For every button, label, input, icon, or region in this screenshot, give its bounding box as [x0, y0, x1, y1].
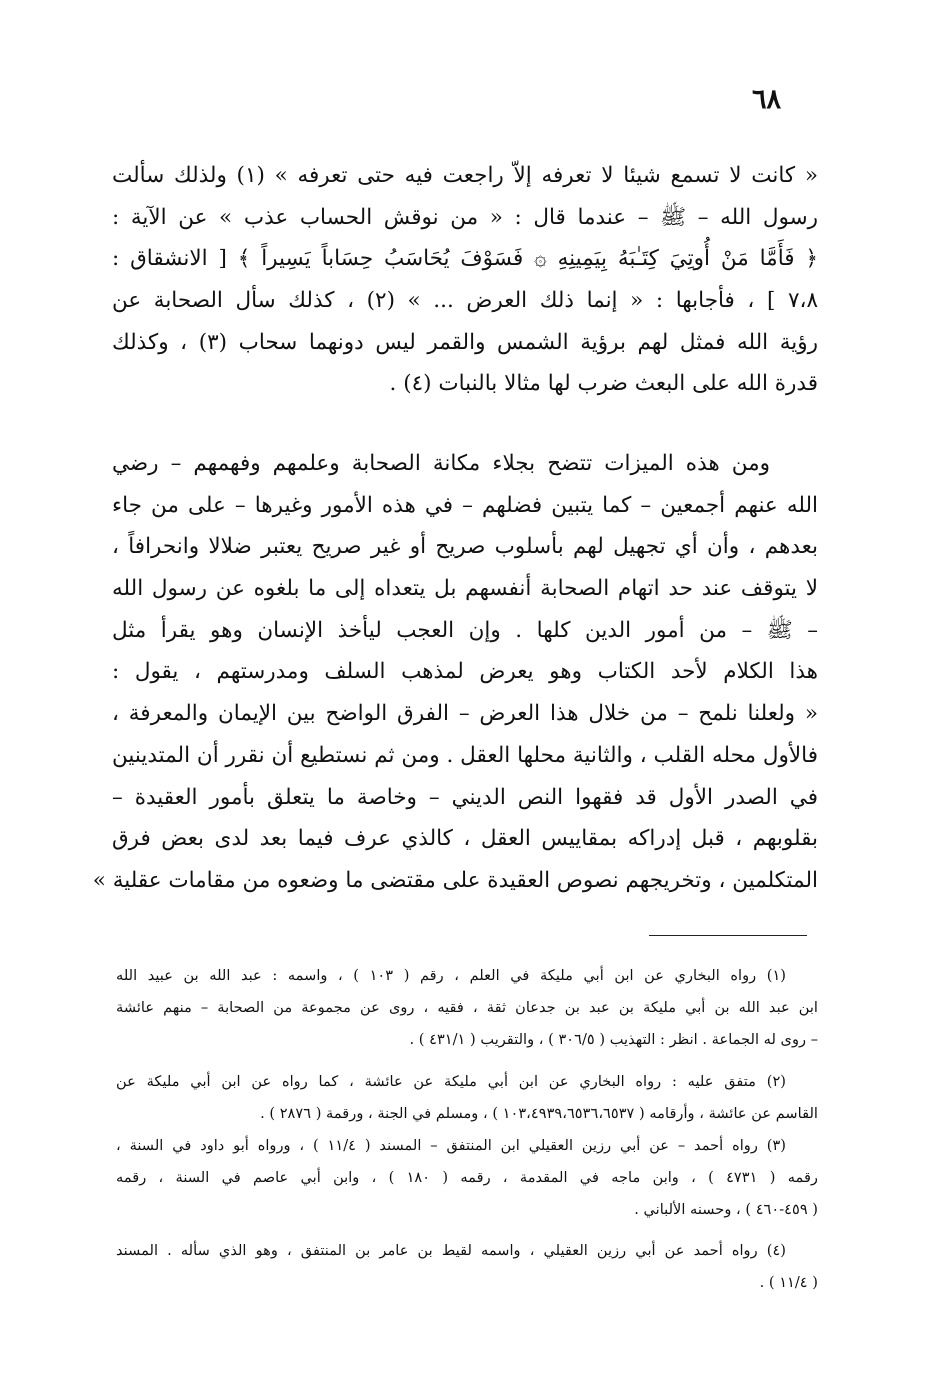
text-line: بقلوبهم ، قبل إدراكه بمقاييس العقل ، كالذي عرف فيما بعد لدى بعض فرق [112, 826, 818, 852]
text-line: المتكلمين ، وتخريجهم نصوص العقيدة على مقتضى ما وضعوه من مقامات عقلية » [92, 867, 818, 893]
text-line: « كانت لا تسمع شيئا لا تعرفه إلاّ راجعت فيه حتى تعرفه » (١) ولذلك سألت [112, 163, 818, 188]
text-line: – ﷺ – من أمور الدين كلها . وإن العجب ليأخذ الإنسان وهو يقرأ مثل [112, 617, 818, 643]
page-number: ٦٨ [752, 84, 782, 115]
text-line: رسول الله – ﷺ – عندما قال : « من نوقش الحساب عذب » عن الآية : [112, 204, 818, 230]
text-line: ٧،٨ ] ، فأجابها : « إنما ذلك العرض ... » (٢) ، كذلك سأل الصحابة عن [112, 288, 818, 314]
text-line: بعدهم ، وأن أي تجهيل لهم بأسلوب صريح أو غير صريح يعتبر ضلالا وانحرافاً ، [112, 534, 818, 560]
footnote-line: ( ٤٥٩-٤٦٠ ) ، وحسنه الألباني . [634, 1200, 818, 1218]
footnote-line: رقمه ( ٤٧٣١ ) ، وابن ماجه في المقدمة ، رقمه ( ١٨٠ ) ، وابن أبي عاصم في السنة ، رقمه [116, 1168, 818, 1186]
text-line: رؤية الله فمثل لهم برؤية الشمس والقمر ليس دونهما سحاب (٣) ، وكذلك [112, 329, 818, 355]
footnote-line: ابن عبد الله بن أبي مليكة بن عبد بن جدعان ثقة ، فقيه ، روى عن مجموعة من الصحابة – منهم عائشة [116, 998, 818, 1016]
text-line: قدرة الله على البعث ضرب لها مثالا بالنبات (٤) . [389, 371, 818, 397]
paragraph-2 [92, 443, 818, 902]
footnote-line: القاسم عن عائشة ، وأرقامه ( ١٠٣،٤٩٣٩،٦٥٣٦،٦٥٣٧ ) ، ومسلم في الجنة ، ورقمة ( ٢٨٧٦ ) . [260, 1104, 818, 1122]
text-line: الله عنهم أجمعين – كما يتبين فضلهم – في هذه الأمور وغيرها – على من جاء [112, 492, 818, 518]
footnote-1 [116, 960, 818, 1055]
text-line: هذا الكلام لأحد الكتاب وهو يعرض لمذهب السلف ومدرستهم ، يقول : [112, 659, 818, 685]
footnote-separator [649, 935, 807, 936]
footnote-line: – روى له الجماعة . انظر : التهذيب ( ٣٠٦/٥ ) ، والتقريب ( ٤٣١/١ ) . [409, 1030, 818, 1048]
paragraph-1 [112, 155, 818, 405]
text-line: ومن هذه الميزات تتضح بجلاء مكانة الصحابة وعلمهم وفهمهم – رضي [112, 451, 770, 476]
footnote-line: (٣) رواه أحمد – عن أبي رزين العقيلي ابن المنتفق – المسند ( ١١/٤ ) ، ورواه أبو داود في السنة ، [116, 1137, 786, 1154]
text-line: لا يتوقف عند حد اتهام الصحابة أنفسهم بل يتعداه إلى ما بلغوه عن رسول الله [112, 576, 818, 602]
footnote-line: ( ١١/٤ ) . [759, 1273, 818, 1291]
footnote-line: (٤) رواه أحمد عن أبي رزين العقيلي ، واسمه لقيط بن عامر بن المنتفق ، وهو الذي سأله . المسند [116, 1242, 786, 1259]
text-line: فالأول محله القلب ، والثانية محلها العقل . ومن ثم نستطيع أن نقرر أن المتدينين [112, 742, 818, 768]
footnote-2 [116, 1066, 818, 1130]
footnote-3 [116, 1130, 818, 1225]
footnote-line: (١) رواه البخاري عن ابن أبي مليكة في العلم ، رقم ( ١٠٣ ) ، واسمه : عبد الله بن عبيد الله [116, 967, 786, 984]
text-line: ﴿ فَأَمَّا مَنْ أُوتِيَ كِتَـٰبَهُ بِيَمِينِهِ ۞ فَسَوْفَ يُحَاسَبُ حِسَاباً يَسِيراً ﴾ [ الانشقاق : [112, 246, 818, 272]
footnote-4 [116, 1235, 818, 1299]
footnote-line: (٢) متفق عليه : رواه البخاري عن ابن أبي مليكة عن عائشة ، كما رواه عن ابن أبي مليكة عن [116, 1073, 786, 1090]
text-line: « ولعلنا نلمح – من خلال هذا العرض – الفرق الواضح بين الإيمان والمعرفة ، [112, 701, 818, 727]
text-line: في الصدر الأول قد فقهوا النص الديني – وخاصة ما يتعلق بأمور العقيدة – [112, 784, 818, 810]
